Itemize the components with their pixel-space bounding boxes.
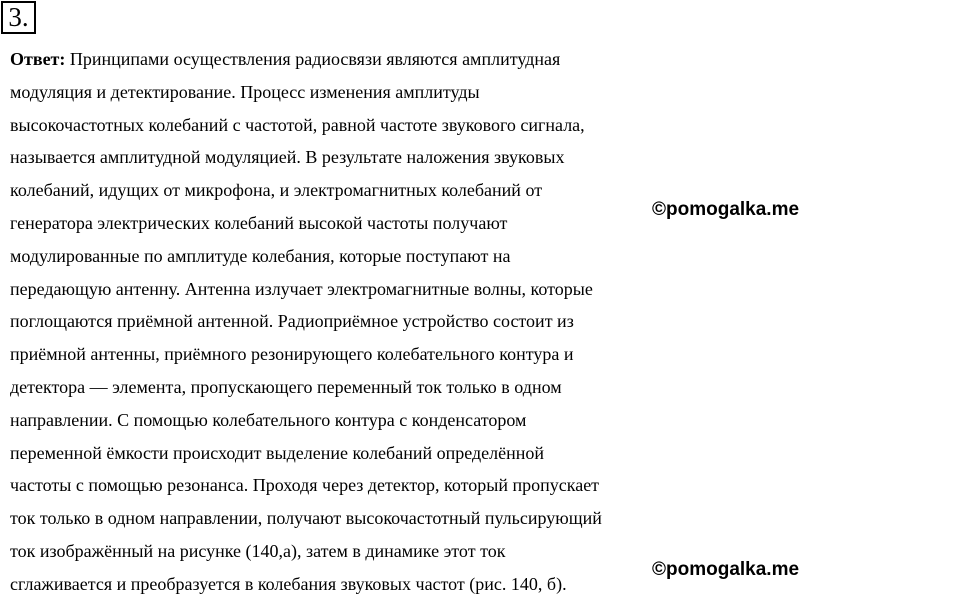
answer-line-1 [10,43,960,76]
answer-line-11: детектора — элемента, пропускающего переменный ток только в одном [10,376,562,397]
answer-line-10: приёмной антенны, приёмного резонирующего колебательного контура и [10,344,574,365]
answer-line-15: ток только в одном направлении, получают высокочастотный пульсирующий [10,508,602,529]
answer-line-4: называется амплитудной модуляцией. В результате наложения звуковых [10,147,565,168]
answer-line-12: направлении. С помощью колебательного контура с конденсатором [10,409,527,430]
answer-line-13: переменной ёмкости происходит выделение колебаний определённой [10,442,544,463]
answer-line-16: ток изображённый на рисунке (140,а), затем в динамике этот ток [10,540,506,561]
answer-line-7: модулированные по амплитуде колебания, которые поступают на [10,245,511,266]
answer-line-1-text: Принципами осуществления радиосвязи являются амплитудная [65,49,561,69]
answer-line-6: генератора электрических колебаний высокой частоты получают [10,212,508,233]
answer-line-14: частоты с помощью резонанса. Проходя через детектор, который пропускает [10,475,600,496]
watermark-bottom: ©pomogalka.me [652,559,800,580]
answer-line-8: передающую антенну. Антенна излучает электромагнитные волны, которые [10,278,593,299]
answer-text [10,43,960,601]
answer-line-2: модуляция и детектирование. Процесс изменения амплитуды [10,81,480,102]
watermark-top: ©pomogalka.me [652,199,800,220]
answer-label: Ответ: [10,49,66,69]
answer-line-17: сглаживается и преобразуется в колебания звуковых частот (рис. 140, б). [10,573,567,594]
answer-line-9: поглощаются приёмной антенной. Радиоприёмное устройство состоит из [10,311,574,332]
answer-line-3: высокочастотных колебаний с частотой, равной частоте звукового сигнала, [10,114,585,135]
answer-line-5: колебаний, идущих от микрофона, и электромагнитных колебаний от [10,180,543,201]
task-number: 3. [1,1,36,34]
